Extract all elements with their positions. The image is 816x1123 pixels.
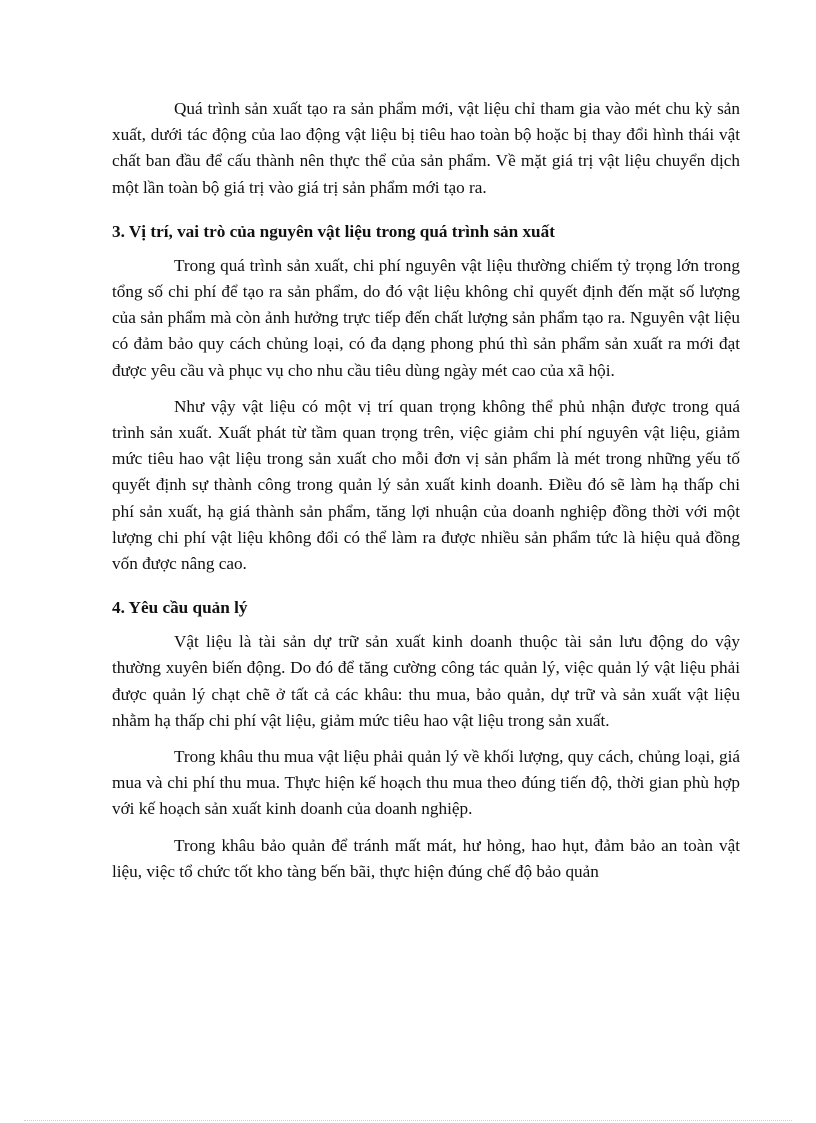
document-page — [112, 96, 740, 895]
section-3-paragraph-1: Trong quá trình sản xuất, chi phí nguyên vật liệu thường chiếm tỷ trọng lớn trong tổng số chi phí để tạo ra sản phẩm, do đó vật liệu không chỉ quyết định đến mặt số lượng của sản phẩm mà còn ảnh hưởng trực tiếp đến chất lượng sản phẩm tạo ra. Nguyên vật liệu có đảm bảo quy cách chủng loại, có đa dạng phong phú thì sản phẩm sản xuất ra mới đạt được yêu cầu và phục vụ cho nhu cầu tiêu dùng ngày mét cao của xã hội. — [112, 255, 740, 380]
section-4-paragraph-2: Trong khâu thu mua vật liệu phải quản lý về khối lượng, quy cách, chủng loại, giá mua và chi phí thu mua. Thực hiện kế hoạch thu mua theo đúng tiến độ, thời gian phù hợp với kế hoạch sản xuất kinh doanh của doanh nghiệp. — [112, 747, 740, 819]
section-3-heading: 3. Vị trí, vai trò của nguyên vật liệu trong quá trình sản xuất — [112, 221, 555, 241]
intro-paragraph: Quá trình sản xuất tạo ra sản phẩm mới, vật liệu chỉ tham gia vào mét chu kỳ sản xuất, dưới tác động của lao động vật liệu bị tiêu hao toàn bộ hoặc bị thay đổi hình thái vật chất ban đầu để cấu thành nên thực thể của sản phẩm. Về mặt giá trị vật liệu chuyển dịch một lần toàn bộ giá trị vào giá trị sản phẩm mới tạo ra. — [112, 99, 740, 197]
section-3-paragraph-2: Như vậy vật liệu có một vị trí quan trọng không thể phủ nhận được trong quá trình sản xuất. Xuất phát từ tầm quan trọng trên, việc giảm chi phí nguyên vật liệu, giảm mức tiêu hao vật liệu trong sản xuất cho mỗi đơn vị sản phẩm là mét trong những yếu tố quyết định sự thành công trong quản lý sản xuất kinh doanh. Điều đó sẽ làm hạ thấp chi phí sản xuất, hạ giá thành sản phẩm, tăng lợi nhuận của doanh nghiệp đồng thời với một lượng chi phí vật liệu không đổi có thể làm ra được nhiều sản phẩm tức là hiệu quả đồng vốn được nâng cao. — [112, 396, 740, 574]
page-bottom-border — [24, 1120, 792, 1121]
section-4-heading: 4. Yêu cầu quản lý — [112, 598, 248, 618]
section-4-paragraph-1: Vật liệu là tài sản dự trữ sản xuất kinh doanh thuộc tài sản lưu động do vậy thường xuyên biến động. Do đó để tăng cường công tác quản lý, việc quản lý vật liệu phải được quản lý chạt chẽ ở tất cả các khâu: thu mua, bảo quản, dự trữ và sản xuất vật liệu nhằm hạ thấp chi phí vật liệu, giảm mức tiêu hao vật liệu trong sản xuất. — [112, 632, 740, 730]
section-4-paragraph-3: Trong khâu bảo quản để tránh mất mát, hư hỏng, hao hụt, đảm bảo an toàn vật liệu, việc tổ chức tốt kho tàng bến bãi, thực hiện đúng chế độ bảo quản — [112, 835, 740, 881]
